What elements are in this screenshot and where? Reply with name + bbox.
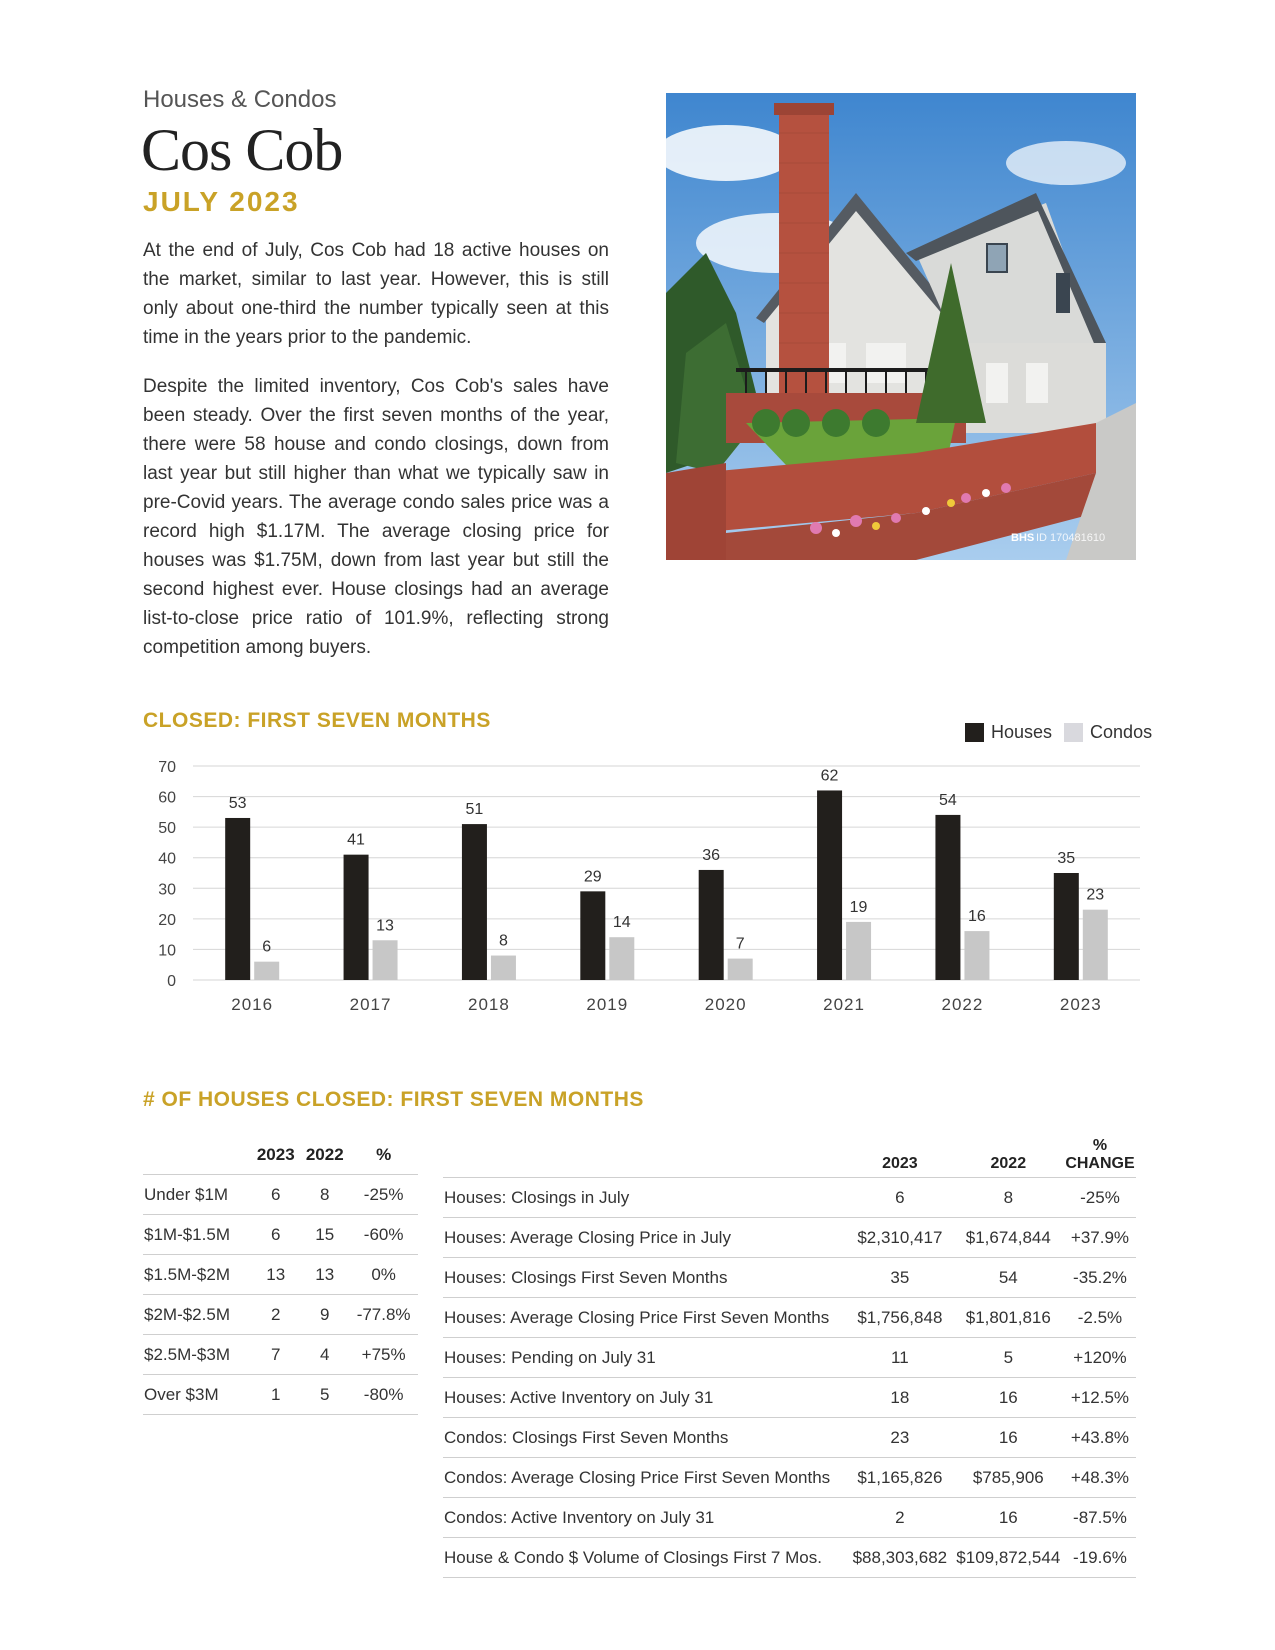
data-label-condos: 6 — [262, 938, 272, 956]
x-tick-label: 2017 — [349, 995, 392, 1014]
stats-table-row — [443, 1338, 1136, 1378]
price-table-row — [143, 1375, 418, 1415]
price-table-cell-y2022: 13 — [300, 1255, 349, 1295]
stats-table-cell-pct: -2.5% — [1064, 1298, 1136, 1338]
x-tick-label: 2019 — [586, 995, 629, 1014]
chart-legend — [965, 722, 1164, 743]
legend-item-houses — [965, 722, 1052, 743]
data-label-condos: 14 — [612, 914, 631, 932]
price-table-cell-pct: -80% — [349, 1375, 418, 1415]
stats-table-cell-label: Condos: Closings First Seven Months — [443, 1418, 847, 1458]
price-table-cell-label: $1.5M-$2M — [143, 1255, 251, 1295]
x-tick-label: 2018 — [468, 995, 510, 1014]
bar-houses-2019 — [580, 891, 605, 980]
stats-table-cell-y2023: 35 — [847, 1258, 953, 1298]
stats-table-cell-y2023: $1,165,826 — [847, 1458, 953, 1498]
stats-table-cell-pct: +43.8% — [1064, 1418, 1136, 1458]
data-label-houses: 53 — [228, 794, 247, 812]
stats-table-header-row — [443, 1128, 1136, 1178]
stats-table-cell-pct: -25% — [1064, 1178, 1136, 1218]
y-tick-label: 60 — [158, 789, 176, 807]
stats-table-cell-y2022: $785,906 — [953, 1458, 1064, 1498]
price-table-cell-y2022: 4 — [300, 1335, 349, 1375]
stats-table-cell-label: Houses: Closings First Seven Months — [443, 1258, 847, 1298]
x-tick-label: 2023 — [1059, 995, 1102, 1014]
data-label-condos: 7 — [735, 935, 745, 953]
legend-label-houses: Houses — [991, 722, 1053, 742]
stats-table-cell-pct: +120% — [1064, 1338, 1136, 1378]
data-label-houses: 54 — [939, 791, 957, 809]
price-table-cell-y2023: 13 — [251, 1255, 300, 1295]
bar-houses-2020 — [699, 870, 724, 980]
data-label-houses: 29 — [583, 868, 602, 886]
y-tick-label: 70 — [158, 759, 176, 776]
data-label-condos: 13 — [376, 917, 394, 935]
page-title: Cos Cob — [141, 117, 343, 183]
stats-table-cell-y2022: 5 — [953, 1338, 1064, 1378]
bar-condos-2023 — [1083, 910, 1108, 980]
report-kicker: Houses & Condos — [143, 86, 337, 113]
y-tick-label: 0 — [167, 973, 176, 990]
y-tick-label: 10 — [158, 942, 176, 960]
report-period: JULY 2023 — [143, 186, 300, 217]
stats-table-cell-label: House & Condo $ Volume of Closings First 7 Mos. — [443, 1538, 847, 1578]
data-label-condos: 16 — [968, 908, 986, 926]
price-table-row — [143, 1295, 418, 1335]
bar-condos-2019 — [609, 937, 634, 980]
stats-table-header-blank — [443, 1128, 847, 1178]
bar-condos-2017 — [373, 940, 398, 980]
stats-table-row — [443, 1218, 1136, 1258]
house-photo — [666, 93, 1136, 560]
bar-houses-2017 — [344, 855, 369, 980]
price-table-cell-pct: 0% — [349, 1255, 418, 1295]
legend-label-condos: Condos — [1090, 722, 1153, 742]
bar-houses-2021 — [817, 790, 842, 980]
stats-table-cell-y2022: $109,872,544 — [953, 1538, 1064, 1578]
legend-swatch-houses — [965, 723, 984, 742]
x-tick-label: 2020 — [704, 995, 747, 1014]
price-table-cell-y2022: 8 — [300, 1175, 349, 1215]
tables-title: # OF HOUSES CLOSED: FIRST SEVEN MONTHS — [143, 1088, 644, 1111]
price-table-header-blank — [143, 1136, 251, 1175]
bar-condos-2022 — [964, 931, 989, 980]
stats-table-cell-label: Houses: Closings in July — [443, 1178, 847, 1218]
legend-item-condos — [1064, 722, 1152, 743]
stats-table-cell-y2022: 16 — [953, 1378, 1064, 1418]
price-table-cell-label: $2.5M-$3M — [143, 1335, 251, 1375]
price-table-row — [143, 1255, 418, 1295]
stats-table-cell-label: Houses: Average Closing Price in July — [443, 1218, 847, 1258]
price-table-cell-label: $2M-$2.5M — [143, 1295, 251, 1335]
stats-table-row — [443, 1458, 1136, 1498]
stats-table-cell-pct: -19.6% — [1064, 1538, 1136, 1578]
stats-table-cell-y2022: $1,674,844 — [953, 1218, 1064, 1258]
chart-title: CLOSED: FIRST SEVEN MONTHS — [143, 709, 491, 732]
price-table-cell-label: $1M-$1.5M — [143, 1215, 251, 1255]
stats-table-cell-pct: -87.5% — [1064, 1498, 1136, 1538]
data-label-houses: 62 — [820, 767, 839, 785]
stats-table-cell-pct: -35.2% — [1064, 1258, 1136, 1298]
data-label-condos: 8 — [498, 932, 508, 950]
stats-table-cell-y2022: 54 — [953, 1258, 1064, 1298]
stats-table-row — [443, 1298, 1136, 1338]
price-table-cell-y2022: 5 — [300, 1375, 349, 1415]
bar-houses-2023 — [1054, 873, 1079, 980]
data-label-houses: 51 — [465, 801, 484, 819]
stats-table-cell-y2023: 11 — [847, 1338, 953, 1378]
stats-table-cell-pct: +12.5% — [1064, 1378, 1136, 1418]
y-tick-label: 30 — [158, 881, 176, 899]
stats-table-row — [443, 1418, 1136, 1458]
stats-table-cell-y2022: 8 — [953, 1178, 1064, 1218]
price-table-cell-label: Under $1M — [143, 1175, 251, 1215]
stats-table-cell-pct: +37.9% — [1064, 1218, 1136, 1258]
bar-condos-2020 — [728, 959, 753, 980]
price-table-header-pct: % — [376, 1145, 392, 1164]
price-table-cell-y2023: 6 — [251, 1175, 300, 1215]
bar-condos-2018 — [491, 956, 516, 980]
stats-table-cell-label: Condos: Active Inventory on July 31 — [443, 1498, 847, 1538]
data-label-houses: 41 — [347, 831, 365, 849]
bar-houses-2018 — [462, 824, 487, 980]
stats-table-row — [443, 1378, 1136, 1418]
x-tick-label: 2022 — [941, 995, 984, 1014]
stats-table-cell-y2023: $1,756,848 — [847, 1298, 953, 1338]
bar-houses-2016 — [225, 818, 250, 980]
stats-table-row — [443, 1498, 1136, 1538]
price-table-header-2023: 2023 — [256, 1145, 295, 1164]
bar-houses-2022 — [935, 815, 960, 980]
stats-table-row — [443, 1258, 1136, 1298]
price-table-header-2022: 2022 — [305, 1145, 344, 1164]
price-table-header-row — [143, 1136, 418, 1175]
stats-table-cell-y2023: 18 — [847, 1378, 953, 1418]
stats-table-header-pct-label: % CHANGE — [1065, 1137, 1135, 1172]
watermark-brand: BHS — [1011, 532, 1035, 544]
y-tick-label: 20 — [158, 911, 176, 929]
y-tick-label: 50 — [158, 820, 176, 838]
price-table-cell-label: Over $3M — [143, 1375, 251, 1415]
data-label-condos: 19 — [849, 898, 868, 916]
price-table-cell-y2023: 6 — [251, 1215, 300, 1255]
stats-table-row — [443, 1538, 1136, 1578]
stats-table-cell-label: Houses: Pending on July 31 — [443, 1338, 847, 1378]
price-table-cell-pct: -25% — [349, 1175, 418, 1215]
stats-table-cell-label: Houses: Average Closing Price First Seven Months — [443, 1298, 847, 1338]
x-tick-label: 2021 — [823, 995, 865, 1014]
stats-table-cell-y2023: $88,303,682 — [847, 1538, 953, 1578]
price-table-cell-y2022: 9 — [300, 1295, 349, 1335]
data-label-condos: 23 — [1086, 886, 1105, 904]
price-table-row — [143, 1175, 418, 1215]
price-table-cell-y2023: 7 — [251, 1335, 300, 1375]
market-stats-table — [443, 1128, 1136, 1578]
stats-table-row — [443, 1178, 1136, 1218]
legend-swatch-condos — [1064, 723, 1083, 742]
price-table-cell-pct: -77.8% — [349, 1295, 418, 1335]
price-table-cell-y2023: 1 — [251, 1375, 300, 1415]
y-tick-label: 40 — [158, 850, 176, 868]
stats-table-cell-y2022: 16 — [953, 1418, 1064, 1458]
price-range-table — [143, 1136, 418, 1415]
bar-condos-2016 — [254, 962, 279, 980]
stats-table-cell-y2023: $2,310,417 — [847, 1218, 953, 1258]
x-tick-label: 2016 — [231, 995, 274, 1014]
stats-table-cell-y2022: 16 — [953, 1498, 1064, 1538]
price-table-cell-y2023: 2 — [251, 1295, 300, 1335]
price-table-cell-y2022: 15 — [300, 1215, 349, 1255]
stats-table-header-2023: 2023 — [882, 1155, 918, 1172]
data-label-houses: 35 — [1057, 850, 1076, 867]
stats-table-cell-pct: +48.3% — [1064, 1458, 1136, 1498]
stats-table-header-2022: 2022 — [990, 1155, 1027, 1172]
price-table-cell-pct: +75% — [349, 1335, 418, 1375]
stats-table-cell-y2022: $1,801,816 — [953, 1298, 1064, 1338]
stats-table-cell-label: Houses: Active Inventory on July 31 — [443, 1378, 847, 1418]
price-table-cell-pct: -60% — [349, 1215, 418, 1255]
stats-table-header-pct — [1064, 1128, 1136, 1178]
price-table-row — [143, 1335, 418, 1375]
stats-table-cell-label: Condos: Average Closing Price First Seven Months — [443, 1458, 847, 1498]
stats-table-cell-y2023: 23 — [847, 1418, 953, 1458]
watermark-id: ID 170481610 — [1036, 532, 1106, 544]
intro-paragraph-2: Despite the limited inventory, Cos Cob's sales have been steady. Over the first seven months of the year, there were 58 house and condo closings, down from last year but still higher than what we typically saw in pre-Covid years. The average condo sales price was a record high $1.17M. The average closing price for houses was $1.75M, down from last year but still the second highest ever. House closings had an average list-to-close price ratio of 101.9%, reflecting strong competition among buyers. — [143, 376, 609, 658]
data-label-houses: 36 — [702, 846, 721, 864]
stats-table-cell-y2023: 2 — [847, 1498, 953, 1538]
stats-table-cell-y2023: 6 — [847, 1178, 953, 1218]
bar-condos-2021 — [846, 922, 871, 980]
price-table-row — [143, 1215, 418, 1255]
closings-bar-chart — [143, 758, 1140, 1030]
intro-paragraph-1: At the end of July, Cos Cob had 18 active houses on the market, similar to last year. However, this is still only about one-third the number typically seen at this time in the years prior to the pandemic. — [143, 240, 609, 348]
